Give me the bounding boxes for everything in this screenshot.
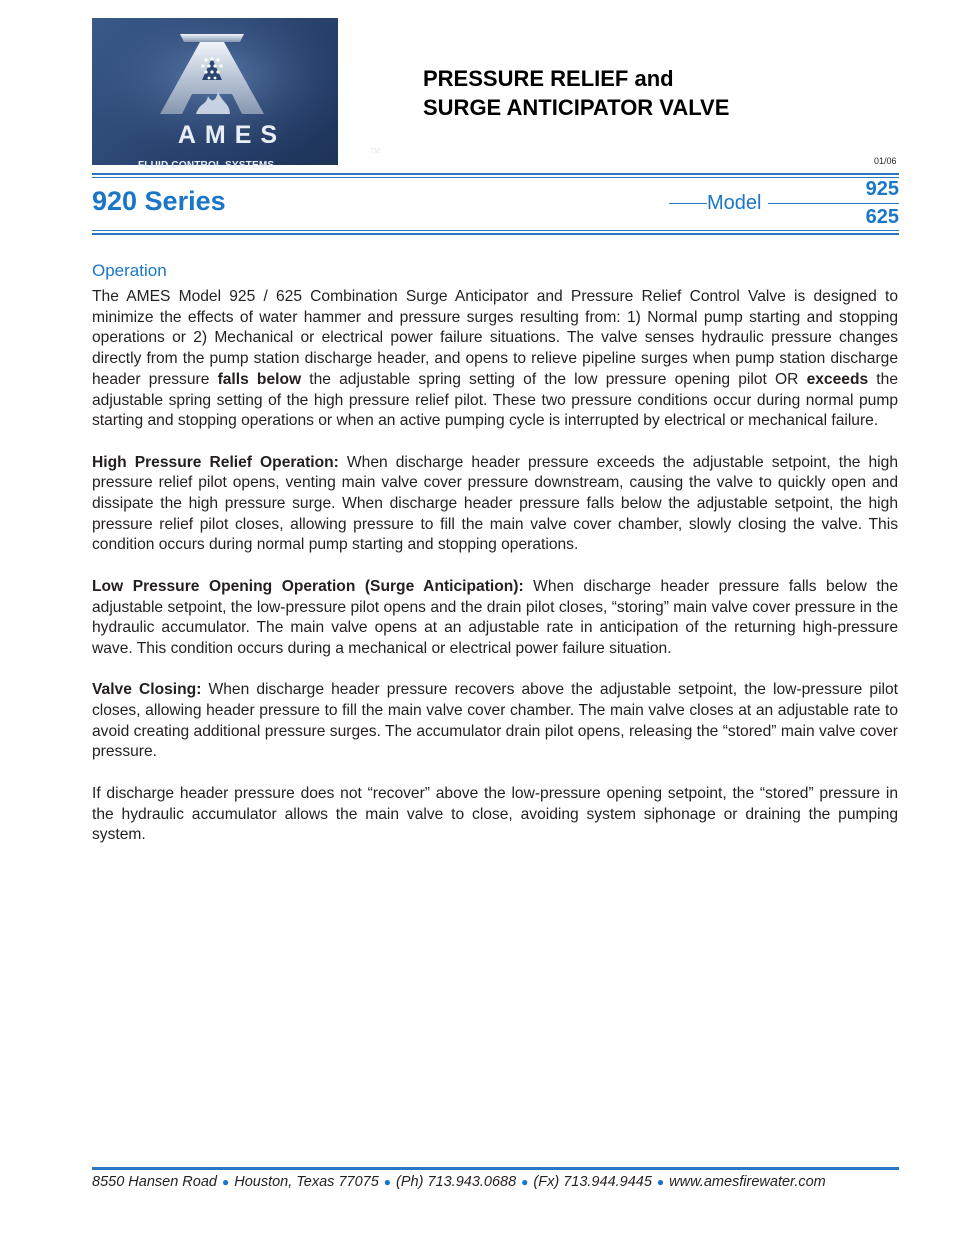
model-number-625: 625 xyxy=(865,206,899,228)
model-number-925: 925 xyxy=(865,178,899,200)
header-rule-top-thin xyxy=(92,177,899,178)
bullet-icon: ● xyxy=(383,1175,392,1189)
paragraph-low-pressure: Low Pressure Opening Operation (Surge Anticipation): When discharge header pressure falls below the adjustable setpoint, the low-pressure pilot opens and the drain pilot closes, “storing” main valve cover pressure in the hydraulic accumulator. The main valve opens at an adjustable rate in anticipation of the returning high-pressure wave. This condition occurs during a mechanical or electrical power failure situation. xyxy=(92,577,898,657)
document-title xyxy=(423,64,729,122)
header-rule-bottom xyxy=(92,233,899,235)
footer-phone: (Ph) 713.943.0688 xyxy=(396,1174,517,1190)
body-text xyxy=(92,287,898,867)
footer-rule xyxy=(92,1167,899,1170)
footer-address: 8550 Hansen Road xyxy=(92,1174,217,1190)
title-line-2: SURGE ANTICIPATOR VALVE xyxy=(423,95,730,120)
paragraph-recovery: If discharge header pressure does not “recover” above the low-pressure opening setpoint, the “stored” pressure in the hydraulic accumulator allows the main valve to close, avoiding system siphonage or draining the pumping system. xyxy=(92,784,898,844)
logo-subtitle: FLUID CONTROL SYSTEMS xyxy=(138,160,275,171)
bullet-icon: ● xyxy=(656,1175,665,1189)
title-line-1: PRESSURE RELIEF and xyxy=(423,66,674,91)
paragraph-intro: The AMES Model 925 / 625 Combination Surge Anticipator and Pressure Relief Control Valve is designed to minimize the effects of water hammer and pressure surges resulting from: 1) Normal pump starting and stopping operations or 2) Mechanical or electrical power failure situations. The valve senses hydraulic pressure changes directly from the pump station discharge header, and opens to relieve pipeline surges when pump station discharge header pressure falls below the adjustable spring setting of the low pressure opening pilot OR exceeds the adjustable spring setting of the high pressure relief pilot. These two pressure conditions occur during normal pump starting and stopping operations or when an active pumping cycle is interrupted by electrical or mechanical failure. xyxy=(92,288,898,430)
model-label: Model xyxy=(707,192,762,214)
paragraph-valve-closing: Valve Closing: When discharge header pressure recovers above the adjustable setpoint, the low-pressure pilot closes, allowing header pressure to fill the main valve cover chamber. The main valve closes at an adjustable rate to avoid creating additional pressure surges. The accumulator drain pilot opens, releasing the “stored” main valve cover pressure. xyxy=(92,681,899,761)
logo-wordmark: AMES xyxy=(177,121,287,149)
model-leader-left xyxy=(669,203,707,204)
header-rule-top xyxy=(92,173,899,175)
logo-trademark: TM xyxy=(370,148,381,155)
series-title: 920 Series xyxy=(92,186,226,216)
revision-date: 01/06 xyxy=(874,156,897,166)
bullet-icon: ● xyxy=(221,1175,230,1189)
paragraph-heading: Valve Closing: xyxy=(92,681,202,699)
company-logo xyxy=(92,18,381,171)
section-title: Operation xyxy=(92,261,167,280)
paragraph-high-pressure: High Pressure Relief Operation: When discharge header pressure exceeds the adjustable setpoint, the high pressure relief pilot opens, venting main valve cover pressure downstream, causing the valve to quickly open and dissipate the high pressure surge. When discharge header pressure falls below the adjustable setpoint, the high pressure relief pilot closes, allowing pressure to fill the main valve cover chamber, slowly closing the valve. This condition occurs during normal pump starting and stopping operations. xyxy=(92,453,898,554)
footer-contact xyxy=(92,1174,899,1190)
footer-fax: (Fx) 713.944.9445 xyxy=(533,1174,652,1190)
paragraph-heading: High Pressure Relief Operation: xyxy=(92,453,339,471)
bullet-icon: ● xyxy=(521,1175,529,1189)
footer-website[interactable]: www.amesfirewater.com xyxy=(669,1174,826,1190)
model-leader-right xyxy=(768,203,899,204)
header-rule-bottom-thin xyxy=(92,230,899,231)
footer-city: Houston, Texas 77075 xyxy=(234,1174,379,1190)
paragraph-heading: Low Pressure Opening Operation (Surge Anticipation): xyxy=(92,577,524,595)
